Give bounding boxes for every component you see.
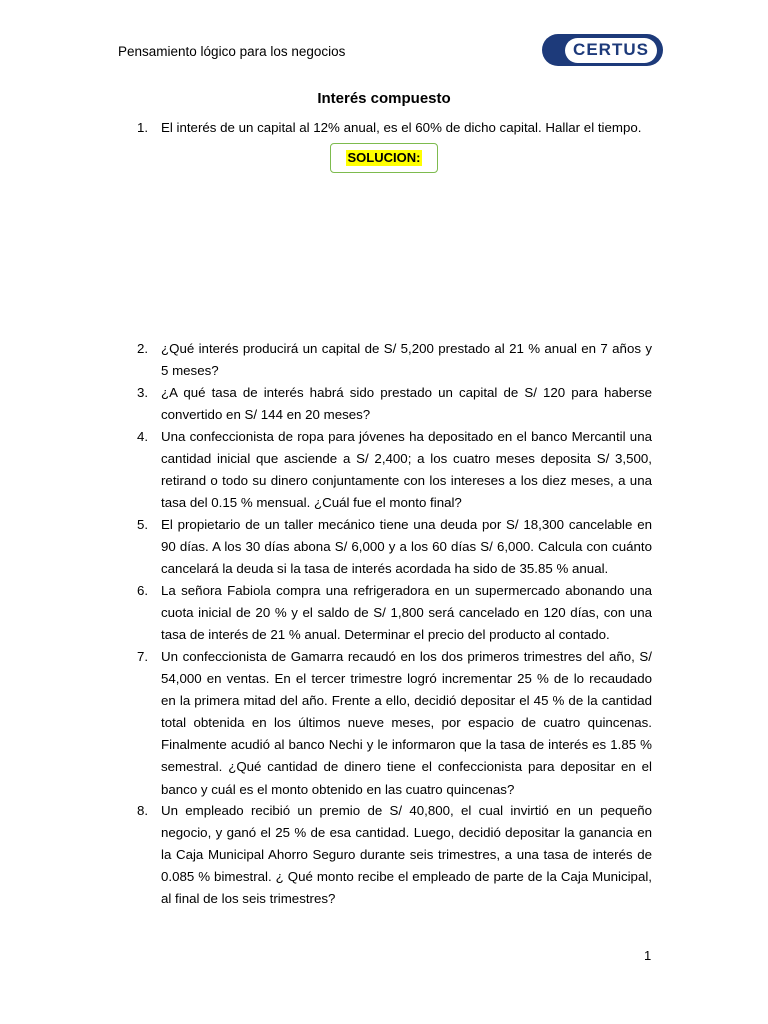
problem-2: [137, 338, 652, 382]
problem-1: [137, 117, 652, 139]
problem-number: 1.: [137, 120, 149, 135]
problem-text: ¿Qué interés producirá un capital de S/ 5,200 prestado al 21 % anual en 7 años y 5 meses?: [161, 341, 652, 379]
certus-logo: [542, 34, 663, 66]
problem-number: 7.: [137, 649, 149, 664]
logo-text: CERTUS: [565, 38, 657, 63]
problem-number: 6.: [137, 583, 149, 598]
problem-number: 8.: [137, 803, 149, 818]
problem-5: [137, 514, 652, 580]
problem-number: 4.: [137, 429, 149, 444]
page-number: 1: [644, 948, 652, 963]
page-title: Interés compuesto: [317, 90, 451, 107]
problem-6: [137, 580, 652, 646]
problem-8: [137, 800, 652, 910]
problem-number: 2.: [137, 341, 149, 356]
problem-text: Un empleado recibió un premio de S/ 40,800, el cual invirtió en un pequeño negocio, y ganó el 25 % de esa cantidad. Luego, decidió depositar la ganancia en la Caja Municipal Ahorro Seguro durante seis trimestres, a una tasa de interés de 0.085 % bimestral. ¿ Qué monto recibe el empleado de parte de la Caja Municipal, al final de los seis trimestres?: [161, 803, 652, 907]
problem-text: Una confeccionista de ropa para jóvenes ha depositado en el banco Mercantil una cantidad inicial que asciende a S/ 2,400; a los cuatro meses deposita S/ 3,500, retirand o todo su dinero conjuntamente con los intereses a los diez meses, a una tasa del 0.15 % mensual. ¿Cuál fue el monto final?: [161, 429, 652, 511]
problem-text: Un confeccionista de Gamarra recaudó en los dos primeros trimestres del año, S/ 54,000 en ventas. En el tercer trimestre logró incrementar 25 % de lo recaudado en la primera mitad del año. Frente a ello, decidió depositar el 45 % de la cantidad total obtenida en los últimos nueve meses, por espacio de cuatro quincenas. Finalmente acudió al banco Nechi y le informaron que la tasa de interés es 1.85 % semestral. ¿Qué cantidad de dinero tiene el confeccionista para depositar en el banco y cuál es el monto obtenido en las cuatro quincenas?: [161, 649, 652, 797]
problem-text: El interés de un capital al 12% anual, es el 60% de dicho capital. Hallar el tiempo.: [161, 120, 642, 135]
problem-text: ¿A qué tasa de interés habrá sido prestado un capital de S/ 120 para haberse convertido en S/ 144 en 20 meses?: [161, 385, 652, 423]
problem-4: [137, 426, 652, 514]
problem-3: [137, 382, 652, 426]
header-course: Pensamiento lógico para los negocios: [118, 44, 346, 59]
problem-7: [137, 646, 652, 801]
solution-box: [330, 143, 438, 173]
problem-number: 5.: [137, 517, 149, 532]
solution-label: SOLUCION:: [347, 150, 421, 165]
problem-text: El propietario de un taller mecánico tiene una deuda por S/ 18,300 cancelable en 90 días. A los 30 días abona S/ 6,000 y a los 60 días S/ 6,000. Calcula con cuánto cancelará la deuda si la tasa de interés acordada ha sido de 35.85 % anual.: [161, 517, 652, 577]
problem-text: La señora Fabiola compra una refrigeradora en un supermercado abonando una cuota inicial de 20 % y el saldo de S/ 1,800 será cancelado en 120 días, con una tasa de interés de 21 % anual. Determinar el precio del producto al contado.: [161, 583, 652, 643]
problem-number: 3.: [137, 385, 149, 400]
